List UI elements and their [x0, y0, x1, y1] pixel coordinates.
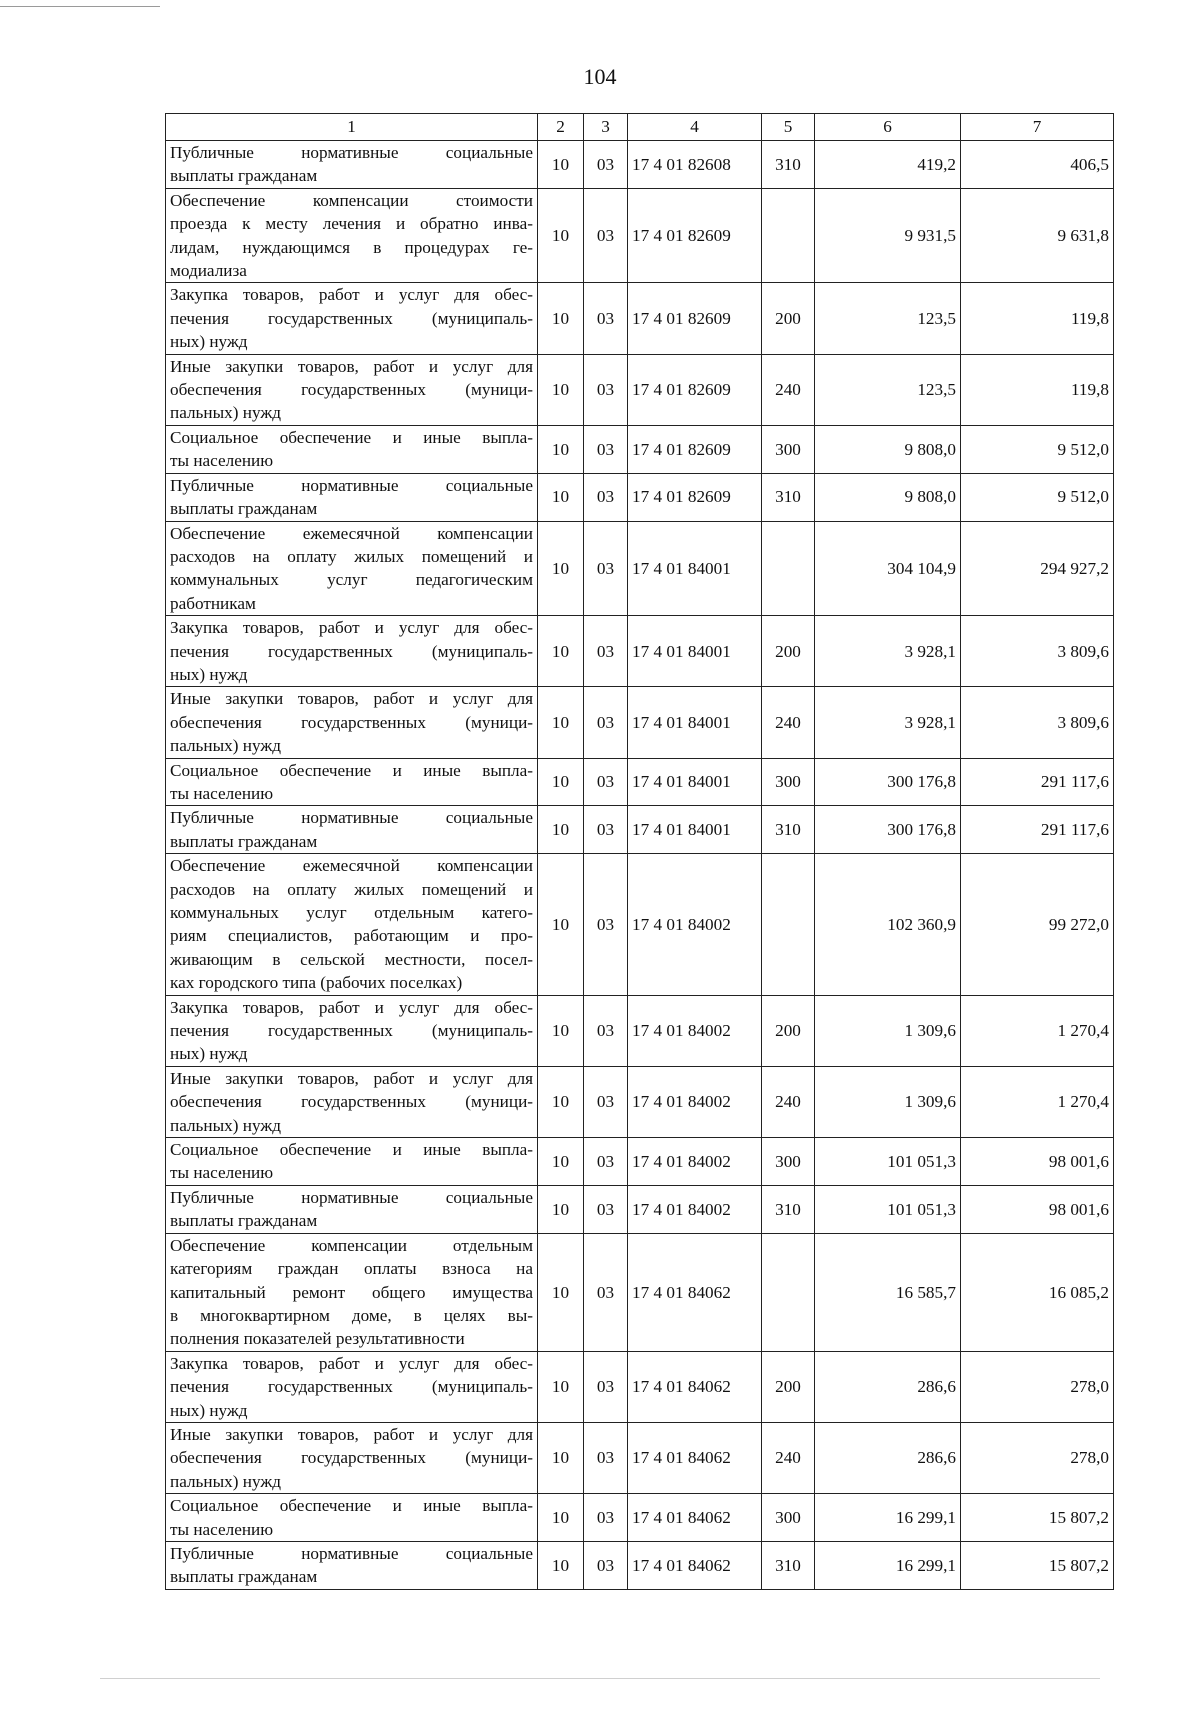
description-line: выплаты гражданам — [170, 499, 318, 519]
cell-amount-year-1: 9 808,0 — [815, 473, 961, 521]
description-line: модиализа — [170, 261, 247, 281]
description-line: Обеспечение компенсации стоимости — [170, 190, 533, 210]
cell-expense-type: 300 — [762, 758, 815, 806]
cell-expense-type: 200 — [762, 995, 815, 1066]
description-line: Социальное обеспечение и иные выпла- — [170, 1140, 533, 1160]
description-line: ты населению — [170, 1519, 274, 1539]
cell-section: 10 — [538, 616, 584, 687]
description-line: Социальное обеспечение и иные выпла- — [170, 427, 533, 447]
description-line: категориям граждан оплаты взноса на — [170, 1259, 533, 1279]
description-line: печения государственных (муниципаль- — [170, 641, 533, 661]
cell-section: 10 — [538, 1422, 584, 1493]
cell-amount-year-1: 3 928,1 — [815, 616, 961, 687]
cell-expense-type: 200 — [762, 283, 815, 354]
row-description — [166, 1185, 538, 1233]
description-line: выплаты гражданам — [170, 166, 318, 186]
description-line: капитальный ремонт общего имущества — [170, 1282, 533, 1302]
description-line: ных) нужд — [170, 1044, 248, 1064]
cell-expense-type: 200 — [762, 1351, 815, 1422]
cell-amount-year-2: 119,8 — [961, 283, 1114, 354]
cell-amount-year-1: 419,2 — [815, 141, 961, 189]
cell-target-code: 17 4 01 84001 — [628, 616, 762, 687]
table-row — [166, 995, 1114, 1066]
cell-section: 10 — [538, 283, 584, 354]
cell-subsection: 03 — [584, 854, 628, 995]
cell-section: 10 — [538, 806, 584, 854]
description-line: Публичные нормативные социальные — [170, 1543, 533, 1563]
cell-target-code: 17 4 01 84002 — [628, 1066, 762, 1137]
cell-amount-year-2: 15 807,2 — [961, 1494, 1114, 1542]
table-header — [166, 114, 1114, 141]
cell-expense-type — [762, 521, 815, 616]
budget-table — [165, 113, 1114, 1590]
description-line: коммунальных услуг педагогическим — [170, 570, 533, 590]
description-line: обеспечения государственных (муници- — [170, 712, 533, 732]
cell-subsection: 03 — [584, 1138, 628, 1186]
table-row — [166, 806, 1114, 854]
description-line: Публичные нормативные социальные — [170, 808, 533, 828]
cell-subsection: 03 — [584, 1185, 628, 1233]
description-line: Иные закупки товаров, работ и услуг для — [170, 689, 533, 709]
cell-section: 10 — [538, 1494, 584, 1542]
row-description — [166, 425, 538, 473]
cell-subsection: 03 — [584, 1541, 628, 1589]
description-line: Закупка товаров, работ и услуг для обес- — [170, 285, 533, 305]
cell-section: 10 — [538, 1351, 584, 1422]
cell-section: 10 — [538, 141, 584, 189]
cell-expense-type: 240 — [762, 1422, 815, 1493]
cell-subsection: 03 — [584, 521, 628, 616]
cell-subsection: 03 — [584, 1066, 628, 1137]
row-description — [166, 1138, 538, 1186]
table-row — [166, 141, 1114, 189]
cell-expense-type: 300 — [762, 1138, 815, 1186]
description-line: проезда к месту лечения и обратно инва- — [170, 214, 533, 234]
cell-amount-year-2: 278,0 — [961, 1351, 1114, 1422]
table-row — [166, 425, 1114, 473]
cell-target-code: 17 4 01 82609 — [628, 354, 762, 425]
cell-section: 10 — [538, 473, 584, 521]
table-row — [166, 758, 1114, 806]
cell-amount-year-1: 1 309,6 — [815, 995, 961, 1066]
cell-expense-type: 310 — [762, 473, 815, 521]
row-description — [166, 283, 538, 354]
row-description — [166, 188, 538, 283]
description-line: ных) нужд — [170, 332, 248, 352]
table-row — [166, 1494, 1114, 1542]
cell-target-code: 17 4 01 84002 — [628, 1138, 762, 1186]
cell-subsection: 03 — [584, 283, 628, 354]
cell-target-code: 17 4 01 82608 — [628, 141, 762, 189]
description-line: в многоквартирном доме, в целях вы- — [170, 1305, 533, 1325]
cell-subsection: 03 — [584, 1494, 628, 1542]
cell-amount-year-2: 98 001,6 — [961, 1185, 1114, 1233]
description-line: Публичные нормативные социальные — [170, 475, 533, 495]
cell-amount-year-2: 278,0 — [961, 1422, 1114, 1493]
cell-expense-type: 240 — [762, 1066, 815, 1137]
header-col-3: 3 — [584, 114, 628, 141]
table-body — [166, 141, 1114, 1590]
cell-amount-year-2: 99 272,0 — [961, 854, 1114, 995]
cell-amount-year-2: 294 927,2 — [961, 521, 1114, 616]
cell-amount-year-1: 123,5 — [815, 283, 961, 354]
cell-amount-year-2: 291 117,6 — [961, 806, 1114, 854]
cell-target-code: 17 4 01 84062 — [628, 1541, 762, 1589]
cell-amount-year-2: 119,8 — [961, 354, 1114, 425]
cell-expense-type: 310 — [762, 1541, 815, 1589]
description-line: Публичные нормативные социальные — [170, 143, 533, 162]
cell-amount-year-1: 300 176,8 — [815, 806, 961, 854]
cell-amount-year-2: 16 085,2 — [961, 1233, 1114, 1351]
cell-target-code: 17 4 01 84062 — [628, 1351, 762, 1422]
cell-section: 10 — [538, 758, 584, 806]
cell-target-code: 17 4 01 84062 — [628, 1233, 762, 1351]
cell-section: 10 — [538, 188, 584, 283]
cell-section: 10 — [538, 1185, 584, 1233]
description-line: Обеспечение компенсации отдельным — [170, 1235, 533, 1255]
row-description — [166, 354, 538, 425]
table-row — [166, 283, 1114, 354]
cell-subsection: 03 — [584, 995, 628, 1066]
description-line: выплаты гражданам — [170, 1567, 318, 1587]
header-col-2: 2 — [538, 114, 584, 141]
cell-amount-year-1: 101 051,3 — [815, 1138, 961, 1186]
cell-target-code: 17 4 01 84002 — [628, 854, 762, 995]
cell-amount-year-1: 286,6 — [815, 1422, 961, 1493]
cell-expense-type: 300 — [762, 1494, 815, 1542]
row-description — [166, 521, 538, 616]
cell-amount-year-2: 1 270,4 — [961, 1066, 1114, 1137]
cell-subsection: 03 — [584, 616, 628, 687]
description-line: Обеспечение ежемесячной компенсации — [170, 523, 533, 543]
cell-target-code: 17 4 01 84062 — [628, 1494, 762, 1542]
cell-section: 10 — [538, 995, 584, 1066]
description-line: пальных) нужд — [170, 403, 281, 423]
description-line: Иные закупки товаров, работ и услуг для — [170, 356, 533, 376]
table-row — [166, 616, 1114, 687]
scan-edge-line — [100, 1678, 1100, 1679]
cell-subsection: 03 — [584, 1351, 628, 1422]
row-description — [166, 806, 538, 854]
description-line: ты населению — [170, 451, 274, 471]
cell-amount-year-2: 98 001,6 — [961, 1138, 1114, 1186]
cell-target-code: 17 4 01 84062 — [628, 1422, 762, 1493]
cell-subsection: 03 — [584, 354, 628, 425]
cell-expense-type: 300 — [762, 425, 815, 473]
description-line: лидам, нуждающимся в процедурах ге- — [170, 237, 533, 257]
cell-subsection: 03 — [584, 188, 628, 283]
header-row — [166, 114, 1114, 141]
cell-amount-year-1: 16 299,1 — [815, 1541, 961, 1589]
description-line: печения государственных (муниципаль- — [170, 1377, 533, 1397]
header-col-7: 7 — [961, 114, 1114, 141]
description-line: ты населению — [170, 783, 274, 803]
table-row — [166, 1351, 1114, 1422]
cell-target-code: 17 4 01 82609 — [628, 473, 762, 521]
cell-amount-year-2: 291 117,6 — [961, 758, 1114, 806]
cell-section: 10 — [538, 687, 584, 758]
description-line: печения государственных (муниципаль- — [170, 308, 533, 328]
description-line: Иные закупки товаров, работ и услуг для — [170, 1068, 533, 1088]
table-row — [166, 1233, 1114, 1351]
table-row — [166, 1422, 1114, 1493]
cell-target-code: 17 4 01 84002 — [628, 1185, 762, 1233]
header-col-1: 1 — [166, 114, 538, 141]
table-row — [166, 188, 1114, 283]
cell-target-code: 17 4 01 82609 — [628, 283, 762, 354]
cell-section: 10 — [538, 521, 584, 616]
description-line: коммунальных услуг отдельным катего- — [170, 903, 533, 922]
header-col-6: 6 — [815, 114, 961, 141]
cell-target-code: 17 4 01 82609 — [628, 425, 762, 473]
description-line: обеспечения государственных (муници- — [170, 1448, 533, 1468]
cell-section: 10 — [538, 1066, 584, 1137]
cell-amount-year-1: 16 585,7 — [815, 1233, 961, 1351]
table-row — [166, 354, 1114, 425]
page-number: 104 — [583, 64, 617, 89]
description-line: ных) нужд — [170, 1400, 248, 1420]
table-row — [166, 854, 1114, 995]
cell-amount-year-2: 9 512,0 — [961, 473, 1114, 521]
description-line: пальных) нужд — [170, 1115, 281, 1135]
cell-expense-type: 310 — [762, 806, 815, 854]
cell-subsection: 03 — [584, 141, 628, 189]
description-line: выплаты гражданам — [170, 831, 318, 851]
table-row — [166, 473, 1114, 521]
row-description — [166, 687, 538, 758]
cell-subsection: 03 — [584, 1422, 628, 1493]
cell-amount-year-2: 406,5 — [961, 141, 1114, 189]
row-description — [166, 995, 538, 1066]
cell-expense-type: 240 — [762, 687, 815, 758]
description-line: пальных) нужд — [170, 736, 281, 756]
cell-target-code: 17 4 01 84001 — [628, 758, 762, 806]
cell-expense-type — [762, 188, 815, 283]
cell-expense-type — [762, 1233, 815, 1351]
description-line: Социальное обеспечение и иные выпла- — [170, 760, 533, 780]
description-line: живающим в сельской местности, посел- — [170, 949, 533, 969]
description-line: ты населению — [170, 1163, 274, 1183]
cell-target-code: 17 4 01 84002 — [628, 995, 762, 1066]
cell-amount-year-1: 102 360,9 — [815, 854, 961, 995]
cell-amount-year-2: 9 512,0 — [961, 425, 1114, 473]
description-line: Иные закупки товаров, работ и услуг для — [170, 1424, 533, 1444]
cell-amount-year-1: 16 299,1 — [815, 1494, 961, 1542]
description-line: Закупка товаров, работ и услуг для обес- — [170, 618, 533, 638]
row-description — [166, 616, 538, 687]
cell-amount-year-1: 101 051,3 — [815, 1185, 961, 1233]
row-description — [166, 473, 538, 521]
header-col-4: 4 — [628, 114, 762, 141]
description-line: Социальное обеспечение и иные выпла- — [170, 1496, 533, 1516]
cell-amount-year-2: 9 631,8 — [961, 188, 1114, 283]
cell-amount-year-1: 286,6 — [815, 1351, 961, 1422]
row-description — [166, 758, 538, 806]
description-line: Закупка товаров, работ и услуг для обес- — [170, 997, 533, 1017]
description-line: расходов на оплату жилых помещений и — [170, 546, 533, 566]
cell-amount-year-1: 1 309,6 — [815, 1066, 961, 1137]
cell-amount-year-1: 9 931,5 — [815, 188, 961, 283]
cell-section: 10 — [538, 1233, 584, 1351]
cell-subsection: 03 — [584, 425, 628, 473]
table-row — [166, 1185, 1114, 1233]
description-line: выплаты гражданам — [170, 1211, 318, 1231]
cell-section: 10 — [538, 425, 584, 473]
cell-amount-year-2: 1 270,4 — [961, 995, 1114, 1066]
scan-edge-line — [0, 6, 160, 7]
cell-subsection: 03 — [584, 1233, 628, 1351]
cell-subsection: 03 — [584, 806, 628, 854]
cell-expense-type: 310 — [762, 1185, 815, 1233]
row-description — [166, 1494, 538, 1542]
cell-expense-type: 200 — [762, 616, 815, 687]
cell-expense-type: 310 — [762, 141, 815, 189]
header-col-5: 5 — [762, 114, 815, 141]
description-line: расходов на оплату жилых помещений и — [170, 879, 533, 899]
description-line: Обеспечение ежемесячной компенсации — [170, 856, 533, 876]
cell-target-code: 17 4 01 84001 — [628, 521, 762, 616]
description-line: пальных) нужд — [170, 1471, 281, 1491]
cell-target-code: 17 4 01 82609 — [628, 188, 762, 283]
cell-subsection: 03 — [584, 473, 628, 521]
cell-subsection: 03 — [584, 758, 628, 806]
cell-amount-year-1: 9 808,0 — [815, 425, 961, 473]
description-line: обеспечения государственных (муници- — [170, 1092, 533, 1112]
description-line: ных) нужд — [170, 664, 248, 684]
description-line: Закупка товаров, работ и услуг для обес- — [170, 1353, 533, 1373]
cell-target-code: 17 4 01 84001 — [628, 806, 762, 854]
cell-amount-year-1: 304 104,9 — [815, 521, 961, 616]
table-row — [166, 1138, 1114, 1186]
cell-target-code: 17 4 01 84001 — [628, 687, 762, 758]
cell-amount-year-1: 300 176,8 — [815, 758, 961, 806]
row-description — [166, 1233, 538, 1351]
description-line: ках городского типа (рабочих поселках) — [170, 973, 463, 993]
cell-section: 10 — [538, 1138, 584, 1186]
row-description — [166, 854, 538, 995]
cell-section: 10 — [538, 854, 584, 995]
table-row — [166, 687, 1114, 758]
description-line: печения государственных (муниципаль- — [170, 1021, 533, 1041]
cell-amount-year-2: 3 809,6 — [961, 687, 1114, 758]
cell-subsection: 03 — [584, 687, 628, 758]
row-description — [166, 141, 538, 189]
description-line: обеспечения государственных (муници- — [170, 380, 533, 400]
row-description — [166, 1351, 538, 1422]
cell-section: 10 — [538, 1541, 584, 1589]
cell-expense-type — [762, 854, 815, 995]
description-line: риям специалистов, работающим и про- — [170, 926, 533, 946]
row-description — [166, 1422, 538, 1493]
row-description — [166, 1541, 538, 1589]
cell-amount-year-1: 3 928,1 — [815, 687, 961, 758]
row-description — [166, 1066, 538, 1137]
description-line: Публичные нормативные социальные — [170, 1187, 533, 1207]
cell-amount-year-2: 15 807,2 — [961, 1541, 1114, 1589]
description-line: работникам — [170, 593, 256, 613]
table-row — [166, 1066, 1114, 1137]
table-row — [166, 521, 1114, 616]
cell-amount-year-1: 123,5 — [815, 354, 961, 425]
table-row — [166, 1541, 1114, 1589]
cell-section: 10 — [538, 354, 584, 425]
description-line: полнения показателей результативности — [170, 1329, 465, 1349]
cell-amount-year-2: 3 809,6 — [961, 616, 1114, 687]
cell-expense-type: 240 — [762, 354, 815, 425]
